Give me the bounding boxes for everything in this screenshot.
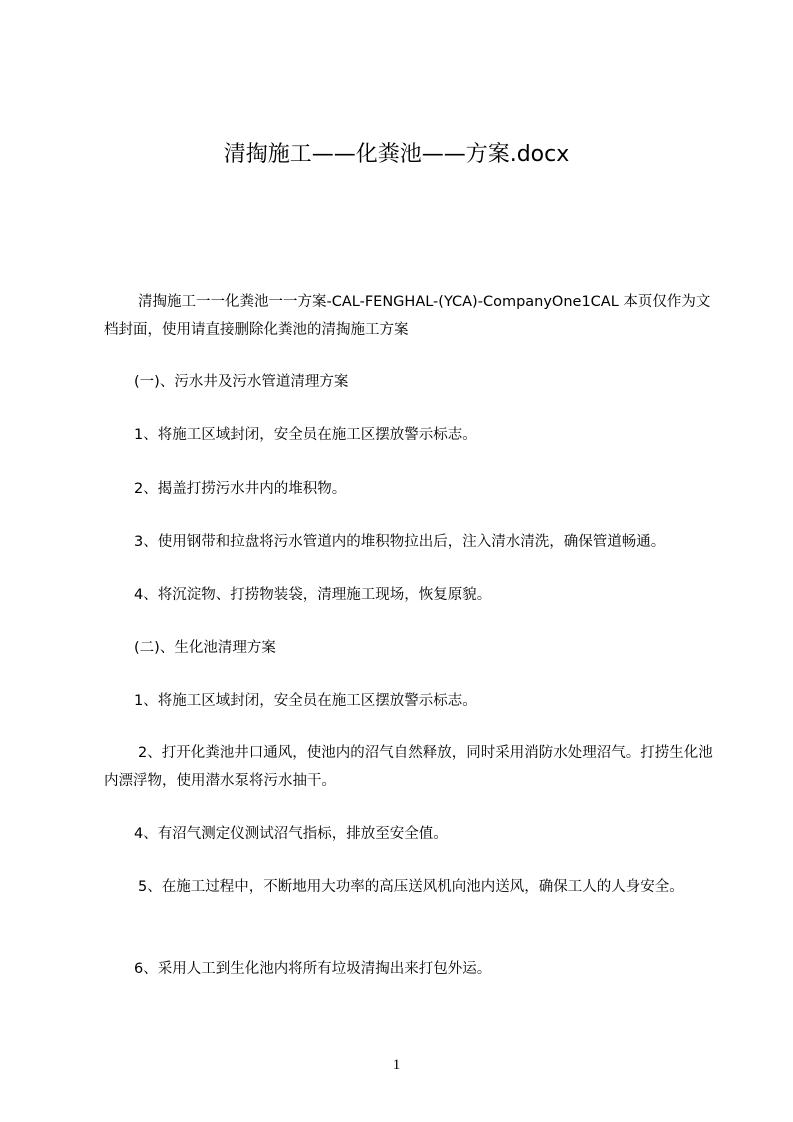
section-2-step-4: 4、有沼气测定仪测试沼气指标，排放至安全值。 xyxy=(134,826,448,842)
section-2-step-2: 2、打开化粪池井口通风，使池内的沼气自然释放，同时采用消防水处理沼气。打捞生化池内漂浮物，使用潜水泵将污水抽干。 xyxy=(104,745,713,789)
section-2-step-5: 5、在施工过程中，不断地用大功率的高压送风机向池内送风，确保工人的人身安全。 xyxy=(138,879,684,895)
section-1-step-2: 2、揭盖打捞污水井内的堆积物。 xyxy=(134,481,347,497)
section-2-step-1: 1、将施工区域封闭，安全员在施工区摆放警示标志。 xyxy=(134,693,477,709)
intro-paragraph: 清掏施工一一化粪池一一方案-CAL-FENGHAL-(YCA)-CompanyOne1CAL 本页仅作为文档封面，使用请直接删除化粪池的清掏施工方案 xyxy=(104,294,711,338)
section-2-step-6: 6、采用人工到生化池内将所有垃圾清掏出来打包外运。 xyxy=(134,961,492,977)
section-2-heading: (二)、生化池清理方案 xyxy=(134,640,276,656)
section-1-step-4: 4、将沉淀物、打捞物装袋，清理施工现场，恢复原貌。 xyxy=(134,587,492,603)
page-number: 1 xyxy=(392,1057,401,1073)
section-1-step-1: 1、将施工区域封闭，安全员在施工区摆放警示标志。 xyxy=(134,427,477,443)
section-1-heading: (一)、污水井及污水管道清理方案 xyxy=(134,374,349,390)
document-title: 清掏施工——化粪池——方案.docx xyxy=(223,142,570,167)
section-1-step-3: 3、使用钢带和拉盘将污水管道内的堆积物拉出后，注入清水清洗，确保管道畅通。 xyxy=(134,534,666,550)
